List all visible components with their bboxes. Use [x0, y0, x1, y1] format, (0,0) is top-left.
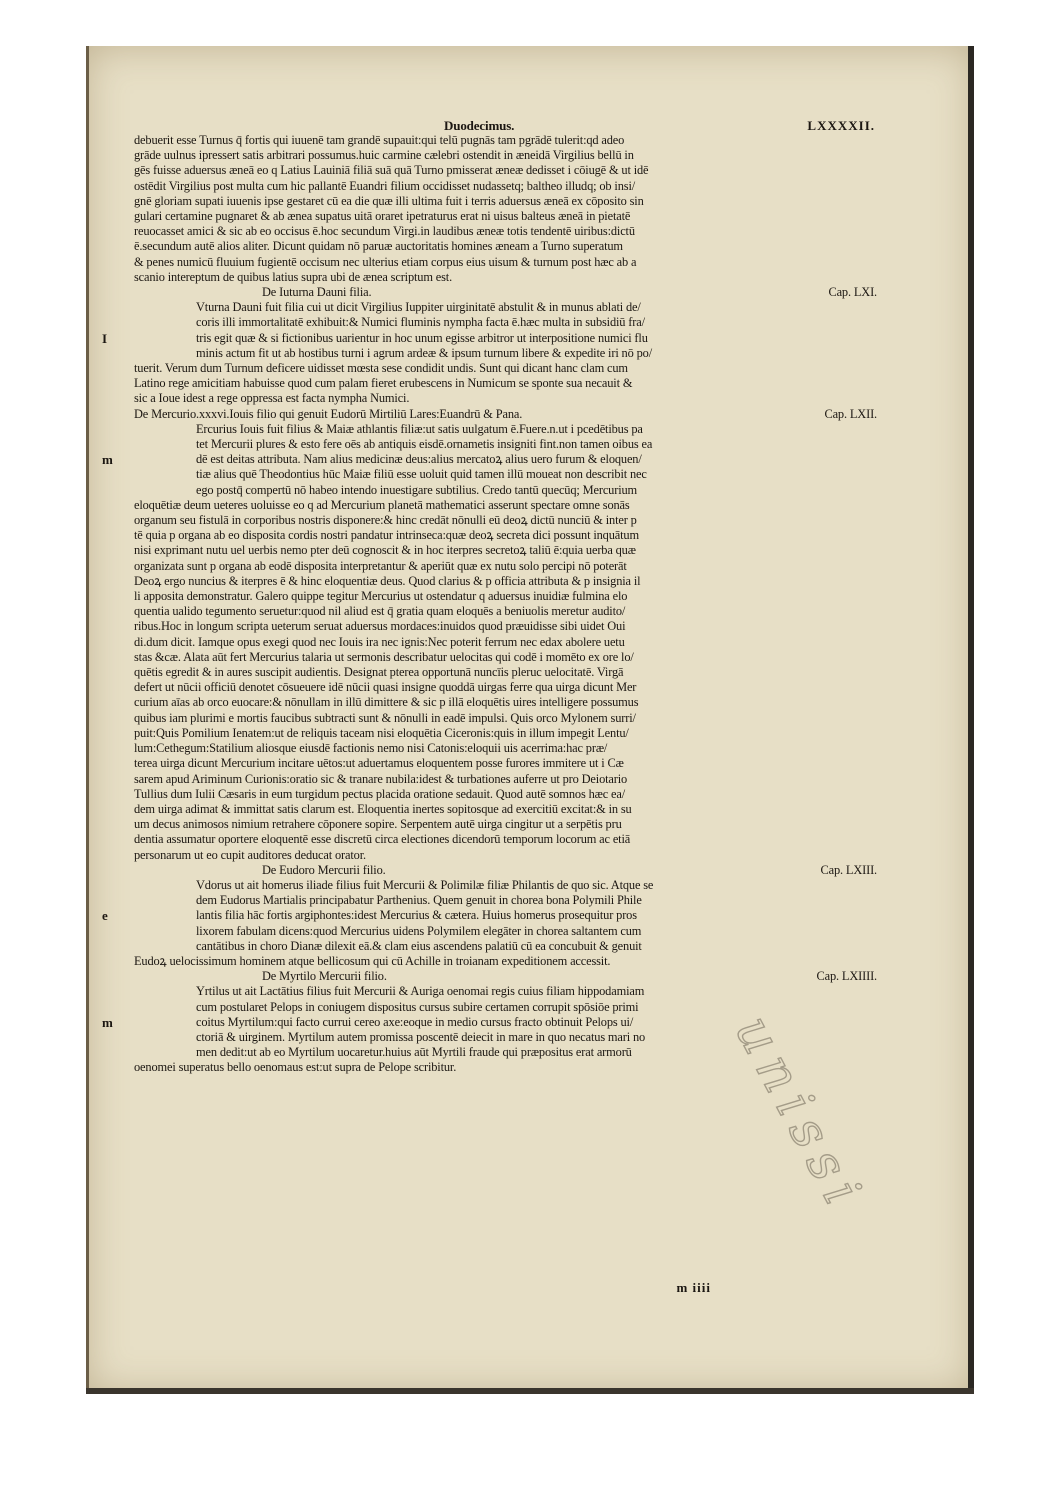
text-line-row — [134, 543, 879, 558]
chapter-title: De Mercurio.xxxvi.Iouis filio qui genuit Eudorū Mirtiliū Lares:Euandrū & Pana. — [134, 406, 523, 421]
text-line: Vturna Dauni fuit filia cui ut dicit Virgilius Iuppiter uirginitatē abstulit & in munus ablati de/ — [196, 300, 641, 315]
text-line: oenomei superatus bello oenomaus est:ut supra de Pelope scribitur. — [134, 1060, 457, 1075]
text-line: organum seu fistulā in corporibus nostris disponere:& hinc credāt nōnulli eū deoꝝ dictū nunciū & inter p — [134, 513, 637, 528]
text-line-row — [134, 574, 879, 589]
text-line: tiæ alius quē Theodontius hūc Maiæ filiū esse uoluit quid tamen illū moueat non describit nec — [196, 467, 647, 482]
text-line-row — [102, 452, 879, 468]
text-line: coitus Myrtilum:qui facto currui cereo axe:eoque in medio cursus fracto obtinuit Pelops ui/ — [196, 1014, 634, 1029]
text-line: defert ut nūcii officiū denotet cōsueuere idē nūcii quasi insigne quoddā uirgas ferre qua uirga dicunt Mer — [134, 680, 637, 695]
text-line-row — [134, 817, 879, 832]
marginal-letter: m — [102, 1014, 113, 1030]
text-line: grāde uulnus ipressert satis arbitrari possumus.huic carmine cælebri ostendit in æneidā Virgilius bellū in — [134, 148, 634, 163]
text-line: li apposita demonstratur. Galero quippe tegitur Mercurius ut ostendatur q aduersus inuidiæ fulmina elo — [134, 589, 628, 604]
text-line: gulari certamine pugnaret & ab ænea supatus uitā oraret ipetraturus erat ni uisus balteus æneā in pietatē — [134, 209, 631, 224]
text-line: tuerit. Verum dum Turnum deficere uidisset mœsta sese condidit undis. Sunt qui dicant hanc clam cum — [134, 361, 628, 376]
text-line: dē est deitas attributa. Nam alius medicinæ deus:alius mercatoꝝ alius uero furum & eloquen/ — [196, 452, 642, 467]
text-line: Eudoꝝ uelocissimum hominem atque bellicosum qui cū Achille in troianam expeditionem accessit. — [134, 953, 611, 968]
text-line: tē quia p organa ab eo disposita cordis nostri pandatur intrinseca:quæ deoꝝ secreta dici possunt inquātum — [134, 528, 639, 543]
text-line: dentia assumatur oportere eloquentē esse discretū circa electiones dicendorū temporum locorum ac etiā — [134, 832, 631, 847]
text-line: tris egit quæ & si fictionibus uarientur in hoc unum egisse arbitror ut interpositione numici flu — [196, 330, 648, 345]
text-line-row — [134, 924, 879, 939]
text-line: ē.secundum autē alios aliter. Dicunt quidam nō paruæ auctoritatis homines æneam a Turno superatum — [134, 239, 623, 254]
text-line-row — [134, 756, 879, 771]
text-line-row — [134, 939, 879, 954]
text-line-row — [134, 133, 879, 148]
text-line: cantātibus in choro Dianæ dilexit eā.& clam eius ascendens palatiū cū ea concubuit & genuit — [196, 938, 642, 953]
text-line-row — [134, 498, 879, 513]
page-header — [134, 118, 879, 133]
text-line-row — [134, 954, 879, 969]
marginal-letter: e — [102, 908, 108, 924]
text-line: minis actum fit ut ab hostibus turni i agrum ardeæ & ipsum turnum libere & expedite iri nō po/ — [196, 345, 652, 360]
scanned-page — [86, 46, 974, 1394]
text-line: lum:Cethegum:Statilium aliosque eiusdē factionis nemo nisi Catonis:eloquii uis acerrima:hac præ/ — [134, 741, 608, 756]
chapter-heading — [134, 285, 879, 300]
text-line-row — [134, 483, 879, 498]
text-line: Vdorus ut ait homerus iliade filius fuit Mercurii & Polimilæ filiæ Philantis de quo sic. Atque se — [196, 877, 654, 892]
page-edge-left — [86, 46, 89, 1394]
text-line-row — [134, 148, 879, 163]
text-line-row — [134, 635, 879, 650]
text-line: quētis egredit & in aures suscipit audientis. Designat pterea opportunā nuncīis pleruc uelocitatē. Virgā — [134, 665, 624, 680]
text-line-row — [134, 315, 879, 330]
text-line-row — [134, 787, 879, 802]
text-line: eloquētiæ deum ueteres uoluisse eo q ad Mercurium planetā mathematici asserunt spectare omne sonās — [134, 497, 630, 512]
text-line-row — [134, 255, 879, 270]
text-line: scanio intereptum de quibus latius supra ubi de ænea scriptum est. — [134, 269, 453, 284]
text-line-row — [134, 179, 879, 194]
text-line: organizata sunt p organa ab eodē disposita interpretantur & aperiūt quæ ex nutu solo percipi nō poterāt — [134, 558, 627, 573]
text-line-row — [134, 513, 879, 528]
text-line: ostēdit Virgilius post multa cum hic pallantē Euandri filium occidisset nudassetq; baltheo illudq; ob insi/ — [134, 178, 636, 193]
text-line: lantis filia hāc fortis argiphontes:idest Mercurius & cætera. Huius homerus prosequitur pros — [196, 908, 637, 923]
text-line-row — [134, 695, 879, 710]
text-line: Tullius dum Iulii Cæsaris in eum turgidum pectus placida oratione sedauit. Quod autē somnos hæc ea/ — [134, 786, 626, 801]
text-line: ctoriā & uirginem. Myrtilum autem promissa poscentē deiecit in mare in quo necatus mari no — [196, 1029, 646, 1044]
text-line: Latino rege amicitiam habuisse quod cum palam fieret erubescens in Numicum se sponte sua necauit & — [134, 376, 633, 391]
text-line-row — [134, 604, 879, 619]
text-line: di.dum dicit. Iamque opus exegi quod nec Iouis ira nec ignis:Nec poterit ferrum nec edax abolere uetu — [134, 634, 625, 649]
text-line-row — [134, 422, 879, 437]
text-line-row — [134, 711, 879, 726]
text-line: ribus.Hoc in longum scripta ueterum seruat aduersus mordaces:inuidos quod præuidisse sibi uidet Oui — [134, 619, 626, 634]
text-line: reuocasset amici & sic ab eo occisus ē.hoc secundum Virgi.in laudibus æneæ totis tendentē uiribus:dictū — [134, 224, 635, 239]
text-line: dem Eudorus Martialis principabatur Parthenius. Quem genuit in chorea bona Polymili Phile — [196, 893, 642, 908]
text-line-row — [134, 589, 879, 604]
text-line: personarum ut eo cupit auditores deducat orator. — [134, 847, 366, 862]
text-line-row — [134, 528, 879, 543]
marginal-letter: m — [102, 452, 113, 468]
text-line-row — [134, 376, 879, 391]
chapter-heading — [134, 863, 879, 878]
text-line-row — [134, 984, 879, 999]
text-line: gēs fuisse aduersus æneā eo q Latius Lauiniā filiā suā quā Turno pmisserat æneæ dedisset i cōiugē & ut idē — [134, 163, 649, 178]
text-line: Yrtilus ut ait Lactātius filius fuit Mercurii & Auriga oenomai regis cuius filiam hippodamiam — [196, 984, 645, 999]
text-line: nisi exprimant nutu uel uerbis nemo pter deū cognoscit & in hoc iterpres secretoꝝ taliū ē:quia uerba quæ — [134, 543, 636, 558]
watermark-stamp: unissi — [723, 1006, 877, 1223]
text-line-row — [134, 209, 879, 224]
text-line: puit:Quis Pomilium Ienatem:ut de reliquis taceam nisi eloquētia Ciceronis:quis in illum impegit Lentu/ — [134, 725, 629, 740]
text-line-row — [134, 270, 879, 285]
text-line-row — [134, 878, 879, 893]
text-line-row — [134, 741, 879, 756]
signature-mark: m iiii — [676, 1280, 711, 1295]
text-line: sic a Ioue idest a rege oppressa est facta nympha Numici. — [134, 391, 410, 406]
text-line-row — [134, 680, 879, 695]
text-line: stas &cæ. Alata aūt fert Mercurius talaria ut sermonis describatur uelocitas qui codē i momēto ex ore lo/ — [134, 649, 634, 664]
text-line: cum postularet Pelops in coniugem dispositus cursus subire certamen corrupit spōsiōe primi — [196, 999, 639, 1014]
chapter-title: De Iuturna Dauni filia. — [262, 285, 372, 300]
text-line-row — [134, 239, 879, 254]
text-line: quentia ualido tegumento seruetur:quod nil aliud est q̄ gratia quam eloquēs a beniuolis meretur audito/ — [134, 604, 626, 619]
text-line-row — [134, 391, 879, 406]
folio-number: LXXXXII. — [807, 118, 875, 133]
chapter-number: Cap. LXI. — [828, 285, 877, 300]
text-line-row — [102, 908, 879, 924]
text-line-row — [134, 346, 879, 361]
text-line: dem uirga adimat & immittat satis clarum est. Eloquentia inertes sopitosque ad exercitiū excitat:& in su — [134, 801, 632, 816]
chapter-number: Cap. LXIII. — [820, 862, 877, 877]
text-line: terea uirga dicunt Mercurium incitare uētos:ut aduertamus eloquentem posse furores immitere ut i Cæ — [134, 756, 624, 771]
text-line-row — [134, 650, 879, 665]
chapter-number: Cap. LXIIII. — [816, 969, 877, 984]
chapter-heading — [134, 407, 879, 422]
text-line-row — [134, 893, 879, 908]
marginal-letter: I — [102, 330, 107, 346]
chapter-number: Cap. LXII. — [824, 406, 877, 421]
text-line-row — [134, 772, 879, 787]
text-line: ego postq̄ compertū nō habeo intendo inuestigare subtilius. Credo tantū quecūq; Mercurium — [196, 482, 638, 497]
text-line-row — [134, 437, 879, 452]
text-line: curium aīas ab orco euocare:& nōnullam in illū dimittere & sic p illā eloquētis uires intelligere possumus — [134, 695, 639, 710]
text-line-row — [134, 726, 879, 741]
text-line: um decus animosos nimium retrahere cōponere sopire. Serpentem autē uirga cingitur ut a serpētis pru — [134, 817, 622, 832]
text-line-row — [134, 848, 879, 863]
text-line: sarem apud Ariminum Curionis:oratio sic & tranare nubila:idest & turbationes auferre ut pro Deiotario — [134, 771, 628, 786]
chapter-heading — [134, 969, 879, 984]
text-line: & penes numicū fluuium fugientē occisum nec ulterius etiam corpus eius uisum & turnum post hæc ab a — [134, 254, 637, 269]
text-line: gnē gloriam supati iuuenis ipse gestaret cū ea die quæ illi ultima fuit i terris aduersus æneā ex cōposito sin — [134, 193, 644, 208]
text-line: tet Mercurii plures & esto fere oēs ab antiquis eisdē.ornametis insigniti fint.non tamen oibus ea — [196, 437, 653, 452]
text-line: men dedit:ut ab eo Myrtilum uocaretur.huius aūt Myrtili fraude qui præpositus erat armorū — [196, 1045, 632, 1060]
running-head: Duodecimus. — [444, 118, 515, 133]
text-line: lixorem fabulam dicens:quod Mercurius uidens Polymilem elegāter in chorea saltantem cum — [196, 923, 642, 938]
text-line-row — [102, 330, 879, 346]
text-line-row — [134, 163, 879, 178]
chapter-title: De Eudoro Mercurii filio. — [262, 862, 386, 877]
page-edge-right — [968, 46, 974, 1394]
text-line-row — [134, 619, 879, 634]
text-line-row — [134, 361, 879, 376]
text-line: debuerit esse Turnus q̄ fortis qui iuuenē tam grandē supauit:qui telū pugnās tam pgrādē tulerit:qd adeo — [134, 133, 625, 147]
text-line: quibus iam plurimi e mortis faucibus subtracti sunt & nōnulli in eadē impulsi. Quis orco Mylonem surri/ — [134, 710, 636, 725]
text-line-row — [134, 467, 879, 482]
text-line: coris illi immortalitatē exhibuit:& Numici fluminis nympha facta ē.hæc multa in subsidiū fra/ — [196, 315, 645, 330]
chapter-title: De Myrtilo Mercurii filio. — [262, 969, 387, 984]
text-line-row — [134, 665, 879, 680]
text-line-row — [134, 559, 879, 574]
page-edge-bottom — [86, 1388, 974, 1394]
text-line-row — [134, 194, 879, 209]
text-line: Deoꝝ ergo nuncius & iterpres ē & hinc eloquentiæ deus. Quod clarius & p officia attributa & p insignia il — [134, 573, 641, 588]
text-line-row — [134, 224, 879, 239]
text-line-row — [134, 832, 879, 847]
text-body — [102, 133, 879, 1076]
text-line: Ercurius Iouis fuit filius & Maiæ athlantis filiæ:ut satis uulgatum ē.Fuere.n.ut i pcedētibus pa — [196, 421, 643, 436]
text-line-row — [134, 300, 879, 315]
text-line-row — [134, 802, 879, 817]
